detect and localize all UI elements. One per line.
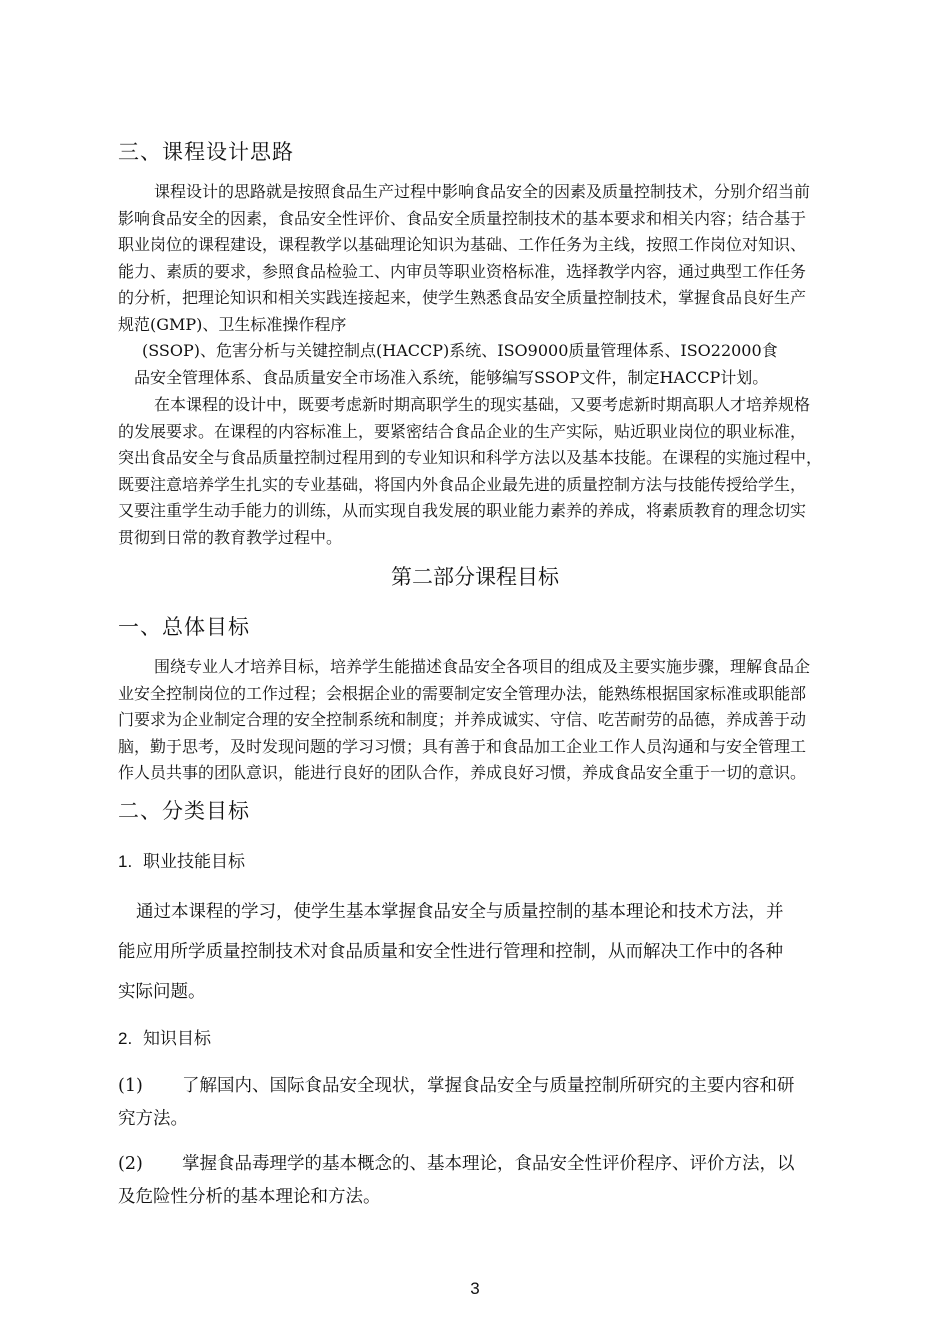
text-line: 品安全管理体系、食品质量安全市场准入系统，能够编写SSOP文件，制定HACCP计划。: [134, 367, 769, 387]
paragraph-design-considerations: [118, 392, 904, 551]
page-number: 3: [470, 1279, 480, 1298]
text-line: 实际问题。: [118, 982, 206, 1002]
item-text: 掌握食品毒理学的基本概念的、基本理论，食品安全性评价程序、评价方法，以: [182, 1154, 795, 1174]
text-line: 职业岗位的课程建设，课程教学以基础理论知识为基础、工作任务为主线，按照工作岗位对知识、: [118, 235, 807, 254]
subheading-label: 职业技能目标: [143, 852, 245, 872]
paragraph-overall-goal: [118, 654, 904, 787]
item-marker: (1): [118, 1076, 143, 1096]
text-line: 能力、素质的要求，参照食品检验工、内审员等职业资格标准，选择教学内容，通过典型工作任务: [118, 261, 807, 281]
text-line: 及危险性分析的基本理论和方法。: [118, 1187, 381, 1207]
text-line: 究方法。: [118, 1109, 188, 1129]
subheading-skill-goal: [118, 847, 245, 872]
knowledge-item-2: [118, 1148, 904, 1214]
text-line: 又要注重学生动手能力的训练，从而实现自我发展的职业能力素养的养成，将素质教育的理念切实: [118, 501, 807, 520]
item-text: 了解国内、国际食品安全现状，掌握食品安全与质量控制所研究的主要内容和研: [182, 1076, 795, 1096]
subheading-knowledge-goal: [118, 1024, 211, 1049]
section-heading-overall-goal: 一、总体目标: [118, 615, 250, 639]
text-line: 门要求为企业制定合理的安全控制系统和制度；并养成诚实、守信、吃苦耐劳的品德，养成善于动: [118, 710, 807, 729]
text-line: [118, 1148, 904, 1181]
text-line: 能应用所学质量控制技术对食品质量和安全性进行管理和控制，从而解决工作中的各种: [118, 942, 783, 962]
text-line: 的分析，把理论知识和相关实践连接起来，使学生熟悉食品安全质量控制技术，掌握食品良好生产: [118, 288, 807, 307]
text-line: 的发展要求。在课程的内容标准上，要紧密结合食品企业的生产实际，贴近职业岗位的职业标准，: [118, 421, 807, 441]
text-line: 通过本课程的学习，使学生基本掌握食品安全与质量控制的基本理论和技术方法，并: [136, 902, 784, 922]
text-line: 突出食品安全与食品质量控制过程用到的专业知识和科学方法以及基本技能。在课程的实施过程中，: [118, 448, 823, 467]
knowledge-item-1: [118, 1070, 904, 1136]
list-number: 1.: [118, 852, 133, 871]
text-line: 脑，勤于思考，及时发现问题的学习习惯；具有善于和食品加工企业工作人员沟通和与安全管理工: [118, 736, 807, 756]
section-heading-classified-goals: 二、分类目标: [118, 799, 250, 823]
text-line: 既要注意培养学生扎实的专业基础，将国内外食品企业最先进的质量控制方法与技能传授给学生，: [118, 474, 807, 494]
section-heading-design-approach: 三、课程设计思路: [118, 140, 294, 164]
list-number: 2.: [118, 1029, 133, 1048]
subheading-label: 知识目标: [143, 1029, 211, 1049]
text-line: 业安全控制岗位的工作过程；会根据企业的需要制定安全管理办法，能熟练根据国家标准或职能部: [118, 683, 807, 703]
text-line: 课程设计的思路就是按照食品生产过程中影响食品安全的因素及质量控制技术，分别介绍当前: [154, 182, 811, 201]
text-line: 贯彻到日常的教育教学过程中。: [118, 527, 343, 547]
text-line: 在本课程的设计中，既要考虑新时期高职学生的现实基础，又要考虑新时期高职人才培养规格: [154, 395, 811, 414]
text-line: 规范(GMP)、卫生标准操作程序: [118, 314, 347, 334]
paragraph-design-approach: [118, 179, 904, 391]
text-line: 影响食品安全的因素，食品安全性评价、食品安全质量控制技术的基本要求和相关内容；结合基于: [118, 208, 807, 228]
item-marker: (2): [118, 1154, 143, 1174]
text-line: 围绕专业人才培养目标，培养学生能描述食品安全各项目的组成及主要实施步骤，理解食品企: [154, 657, 811, 676]
part-title: 第二部分课程目标: [391, 565, 559, 589]
text-line: 作人员共事的团队意识，能进行良好的团队合作，养成良好习惯，养成食品安全重于一切的意识。: [118, 763, 807, 782]
text-line: (SSOP)、危害分析与关键控制点(HACCP)系统、ISO9000质量管理体系、ISO22000食: [142, 341, 778, 360]
text-line: [118, 1070, 904, 1103]
paragraph-skill-goal: [118, 892, 904, 1012]
